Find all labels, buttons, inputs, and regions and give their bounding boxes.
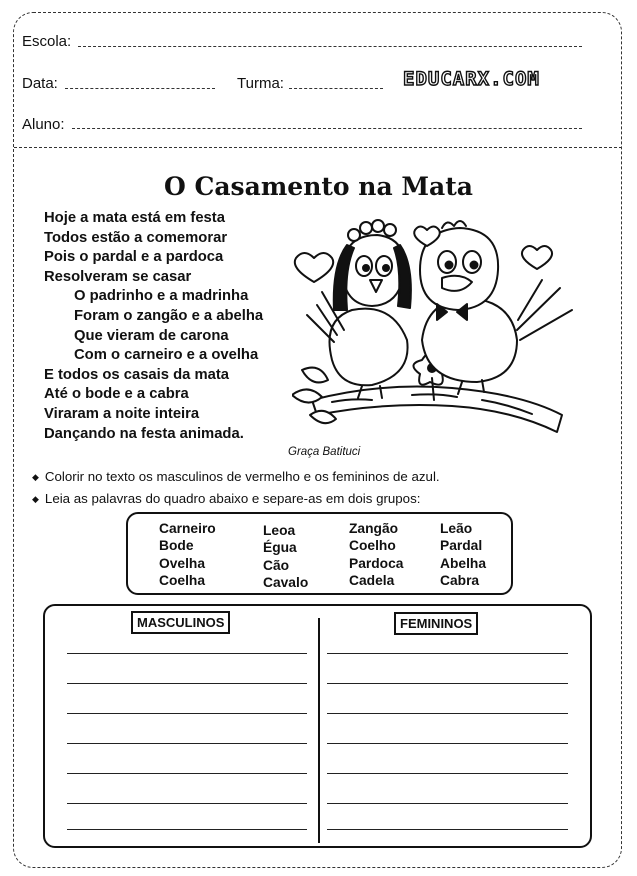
poem-line: Todos estão a comemorar (44, 229, 228, 246)
masculinos-writing-line[interactable] (67, 773, 307, 774)
word: Cabra (440, 572, 480, 588)
word: Égua (263, 540, 297, 556)
poem-author: Graça Batituci (288, 446, 361, 458)
educarx-logo: EDUCARX.COM (403, 68, 540, 90)
poem-line: E todos os casais da mata (44, 366, 230, 383)
poem-line: Resolveram se casar (44, 268, 192, 285)
aluno-field[interactable] (72, 128, 582, 129)
escola-field[interactable] (78, 46, 582, 47)
instruction-text: Colorir no texto os masculinos de vermelho e os femininos de azul. (44, 469, 440, 484)
word: Carneiro (159, 521, 216, 536)
masculinos-writing-line[interactable] (67, 743, 307, 744)
word: Pardal (440, 538, 483, 554)
header-separator (14, 147, 622, 148)
turma-label: Turma: (237, 75, 284, 92)
femininos-writing-line[interactable] (327, 713, 568, 714)
aluno-label: Aluno: (22, 116, 65, 133)
femininos-writing-line[interactable] (327, 803, 568, 804)
data-field[interactable] (65, 88, 215, 89)
word: Coelho (349, 538, 396, 554)
word-column (263, 522, 308, 591)
word: Coelha (159, 572, 205, 588)
word: Pardoca (349, 555, 404, 571)
femininos-writing-line[interactable] (327, 773, 568, 774)
word-column (349, 520, 403, 589)
masculinos-writing-line[interactable] (67, 803, 307, 804)
poem-line: O padrinho e a madrinha (74, 288, 249, 305)
answer-divider (318, 618, 320, 843)
word-column (159, 520, 216, 589)
word: Leão (440, 521, 473, 536)
escola-label: Escola: (22, 33, 72, 50)
word: Cavalo (263, 574, 309, 590)
word: Bode (159, 538, 194, 554)
page-title: O Casamento na Mata (163, 172, 473, 201)
femininos-writing-line[interactable] (327, 683, 568, 684)
femininos-writing-line[interactable] (327, 743, 568, 744)
poem-line: Viraram a noite inteira (44, 405, 200, 422)
instruction-text: Leia as palavras do quadro abaixo e separe-as em dois grupos: (44, 491, 421, 506)
poem-line: Dançando na festa animada. (44, 425, 244, 442)
poem-line: Que vieram de carona (74, 327, 229, 344)
instruction-1 (32, 469, 440, 484)
turma-field[interactable] (289, 88, 383, 89)
bullet-diamond-icon: ◆ (32, 494, 39, 504)
bullet-diamond-icon: ◆ (32, 472, 39, 482)
poem-line: Hoje a mata está em festa (44, 210, 225, 226)
poem-line: Pois o pardal e a pardoca (44, 249, 224, 266)
word: Cadela (349, 572, 395, 588)
masculinos-writing-line[interactable] (67, 713, 307, 714)
poem (44, 209, 263, 444)
poem-line: Foram o zangão e a abelha (74, 307, 264, 324)
femininos-writing-line[interactable] (327, 653, 568, 654)
poem-line: Até o bode e a cabra (44, 386, 189, 403)
word: Abelha (440, 555, 486, 571)
poem-line: Com o carneiro e a ovelha (74, 347, 259, 364)
data-label: Data: (22, 75, 58, 92)
word: Leoa (263, 523, 296, 538)
masculinos-writing-line[interactable] (67, 829, 307, 830)
masculinos-writing-line[interactable] (67, 653, 307, 654)
word: Zangão (349, 521, 399, 536)
femininos-label: FEMININOS (394, 612, 478, 635)
instruction-2 (32, 491, 420, 506)
word: Cão (263, 557, 290, 573)
masculinos-label: MASCULINOS (131, 611, 230, 634)
femininos-writing-line[interactable] (327, 829, 568, 830)
bird-couple-wedding-icon (292, 210, 592, 442)
word: Ovelha (159, 555, 206, 571)
masculinos-writing-line[interactable] (67, 683, 307, 684)
word-column (440, 520, 486, 589)
